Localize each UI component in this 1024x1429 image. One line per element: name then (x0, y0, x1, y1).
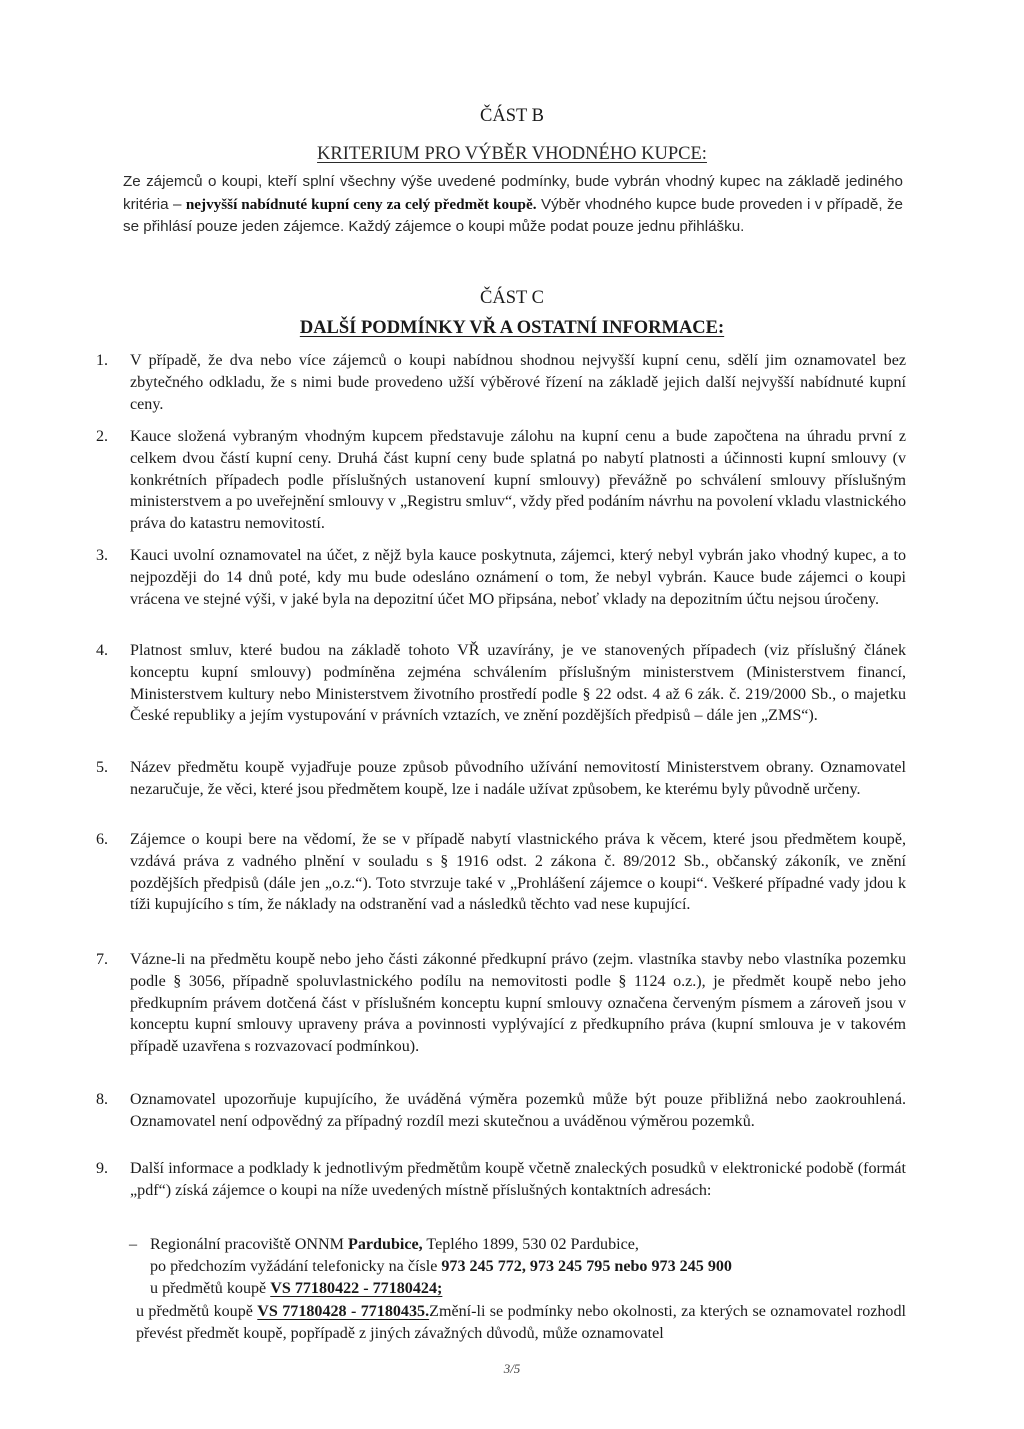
item-number: 7. (96, 951, 109, 968)
list-item (96, 1089, 906, 1133)
page-number: 3/5 (503, 1361, 521, 1376)
contact-vs-label: u předmětů koupě (150, 1279, 271, 1297)
item-number: 4. (96, 642, 109, 659)
part-c-title: DALŠÍ PODMÍNKY VŘ A OSTATNÍ INFORMACE: (299, 318, 725, 338)
item-text: V případě, že dva nebo více zájemců o koupi nabídnou shodnou nejvyšší kupní cenu, sdělí jim oznamovatel bez zbytečného odkladu, že s nimi bude provedeno užší výběrové řízení na základě jejich další nejvyšší nabídnuté kupní ceny. (130, 352, 906, 413)
list-item (96, 949, 906, 1058)
list-item (96, 545, 906, 610)
item-number: 2. (96, 428, 109, 445)
item-text: Název předmětu koupě vyjadřuje pouze způsob původního užívání nemovitostí Ministerstvem obrany. Oznamovatel nezaručuje, že věci, které jsou předmětem koupě, lze i nadále užívat způsobem, ke kterému byly původně určeny. (130, 759, 906, 798)
contact-line-3 (150, 1278, 909, 1300)
list-item (96, 829, 906, 916)
contact-phones: 973 245 772, 973 245 795 nebo 973 245 900 (441, 1257, 732, 1275)
contact-address: Teplého 1899, 530 02 Pardubice, (422, 1236, 639, 1253)
list-item (96, 640, 906, 727)
list-item (96, 426, 906, 535)
contact-line-2 (150, 1256, 909, 1278)
item-number: 1. (96, 352, 109, 369)
contact-vs-range-2: VS 77180428 - 77180435. (257, 1303, 430, 1320)
contact-continuation (136, 1301, 906, 1345)
item-number: 6. (96, 831, 109, 848)
contact-city: Pardubice, (348, 1236, 423, 1253)
item-text: Vázne-li na předmětu koupě nebo jeho části zákonné předkupní právo (zejm. vlastníka stavby nebo vlastníka pozemku podle § 3056, případně spoluvlastnického podílu na nemovitosti podle § 1124 o.z.), je předmět koupě nebo jeho předkupním právem dotčená část v příslušném konceptu kupní smlouvy označena červeným písmem a zároveň jsou v konceptu kupní smlouvy upraveny práva a povinnosti vyplývající z předkupního práva (kupní smlouva je v takovém případě uzavřena s rozvazovací podmínkou). (130, 951, 906, 1056)
contact-vs-label-2: u předmětů koupě (136, 1303, 258, 1320)
item-text: Platnost smluv, které budou na základě tohoto VŘ uzavírány, je ve stanovených případech (viz příslušný článek konceptu kupní smlouvy) podmíněna zejména schválením příslušným ministerstvem (Ministerstvem financí, Ministerstvem kultury nebo Ministerstvem životního prostředí podle § 22 odst. 4 až 6 zák. č. 219/2000 Sb., o majetku České republiky a jejím vystupování v právních vztazích, ve znění pozdějších předpisů – dále jen „ZMS“). (130, 642, 906, 725)
part-b-text-a: Ze zájemců o koupi, kteří splní všechny výše uvedené podmínky, bude vybrán vhodný kupec na základě jediného kritéria – (123, 173, 903, 213)
contact-office-label: Regionální pracoviště ONNM (150, 1236, 349, 1253)
item-text: Kauci uvolní oznamovatel na účet, z nějž byla kauce poskytnuta, zájemci, který nebyl vybrán jako vhodný kupec, a to nejpozději do 14 dnů poté, kdy mu bude odesláno oznámení o tom, že nebyl vybrán. Kauce bude zájemci o koupi vrácena ve stejné výši, v jaké byla na depozitní účet MO připsána, neboť vklady na depozitním účtu nejsou úročeny. (130, 547, 906, 608)
part-b-title: KRITERIUM PRO VÝBĚR VHODNÉHO KUPCE: (317, 144, 707, 164)
item-text: Zájemce o koupi bere na vědomí, že se v případě nabytí vlastnického práva k věcem, které jsou předmětem koupě, vzdává práva z vadného plnění v souladu s § 1916 odst. 2 zákona č. 89/2012 Sb., občanský zákoník, ve znění pozdějších předpisů (dále jen „o.z.“). Toto stvrzuje také v „Prohlášení zájemce o koupi“. Veškeré případné vady jdou k tíži kupujícího s tím, že náklady na odstranění vad a následků těchto vad nese kupující. (130, 831, 906, 914)
item-number: 3. (96, 547, 109, 564)
part-c-heading: ČÁST C (480, 288, 544, 308)
contact-dash: – (129, 1236, 138, 1253)
part-b-text-bold: nejvyšší nabídnuté kupní ceny za celý předmět koupě. (185, 195, 537, 213)
item-text: Kauce složená vybraným vhodným kupcem představuje zálohu na kupní cenu a bude započtena na úhradu první z celkem dvou částí kupní ceny. Druhá část kupní ceny bude splatná po nabytí platnosti a účinnosti kupní smlouvy (v konkrétních případech podle příslušných ustanovení kupní smlouvy) převážně po schválení smlouvy příslušným ministerstvem a po uveřejnění smlouvy v „Registru smluv“, vždy před podáním návrhu na povolení vkladu vlastnického práva do katastru nemovitostí. (130, 428, 906, 533)
contact-closing-text: Změní-li se podmínky nebo okolnosti, za kterých se oznamovatel rozhodl převést předmět koupě, popřípadě z jiných závažných důvodů, může oznamovatel (136, 1303, 906, 1342)
contact-block (129, 1234, 909, 1299)
item-number: 9. (96, 1160, 109, 1177)
list-item (96, 757, 906, 801)
list-item (96, 1158, 906, 1202)
part-b-paragraph (123, 171, 903, 239)
list-item (96, 350, 906, 415)
contact-phone-label: po předchozím vyžádání telefonicky na čísle (150, 1257, 442, 1275)
item-number: 8. (96, 1091, 109, 1108)
item-text: Další informace a podklady k jednotlivým předmětům koupě včetně znaleckých posudků v elektronické podobě (formát „pdf“) získá zájemce o koupi na níže uvedených místně příslušných kontaktních adresách: (130, 1160, 906, 1199)
part-b-text-b: Výběr vhodného kupce bude proveden i v případě, že se přihlásí pouze jeden zájemce. Každý zájemce o koupi může podat pouze jednu přihlášku. (123, 195, 903, 236)
item-number: 5. (96, 759, 109, 776)
part-b-heading: ČÁST B (480, 106, 544, 126)
item-text: Oznamovatel upozorňuje kupujícího, že uváděná výměra pozemků může být pouze přibližná nebo zaokrouhlená. Oznamovatel není odpovědný za případný rozdíl mezi skutečnou a uváděnou výměrou pozemků. (130, 1091, 906, 1130)
contact-vs-range-1: VS 77180422 - 77180424; (270, 1279, 443, 1297)
contact-line-1 (150, 1234, 909, 1256)
